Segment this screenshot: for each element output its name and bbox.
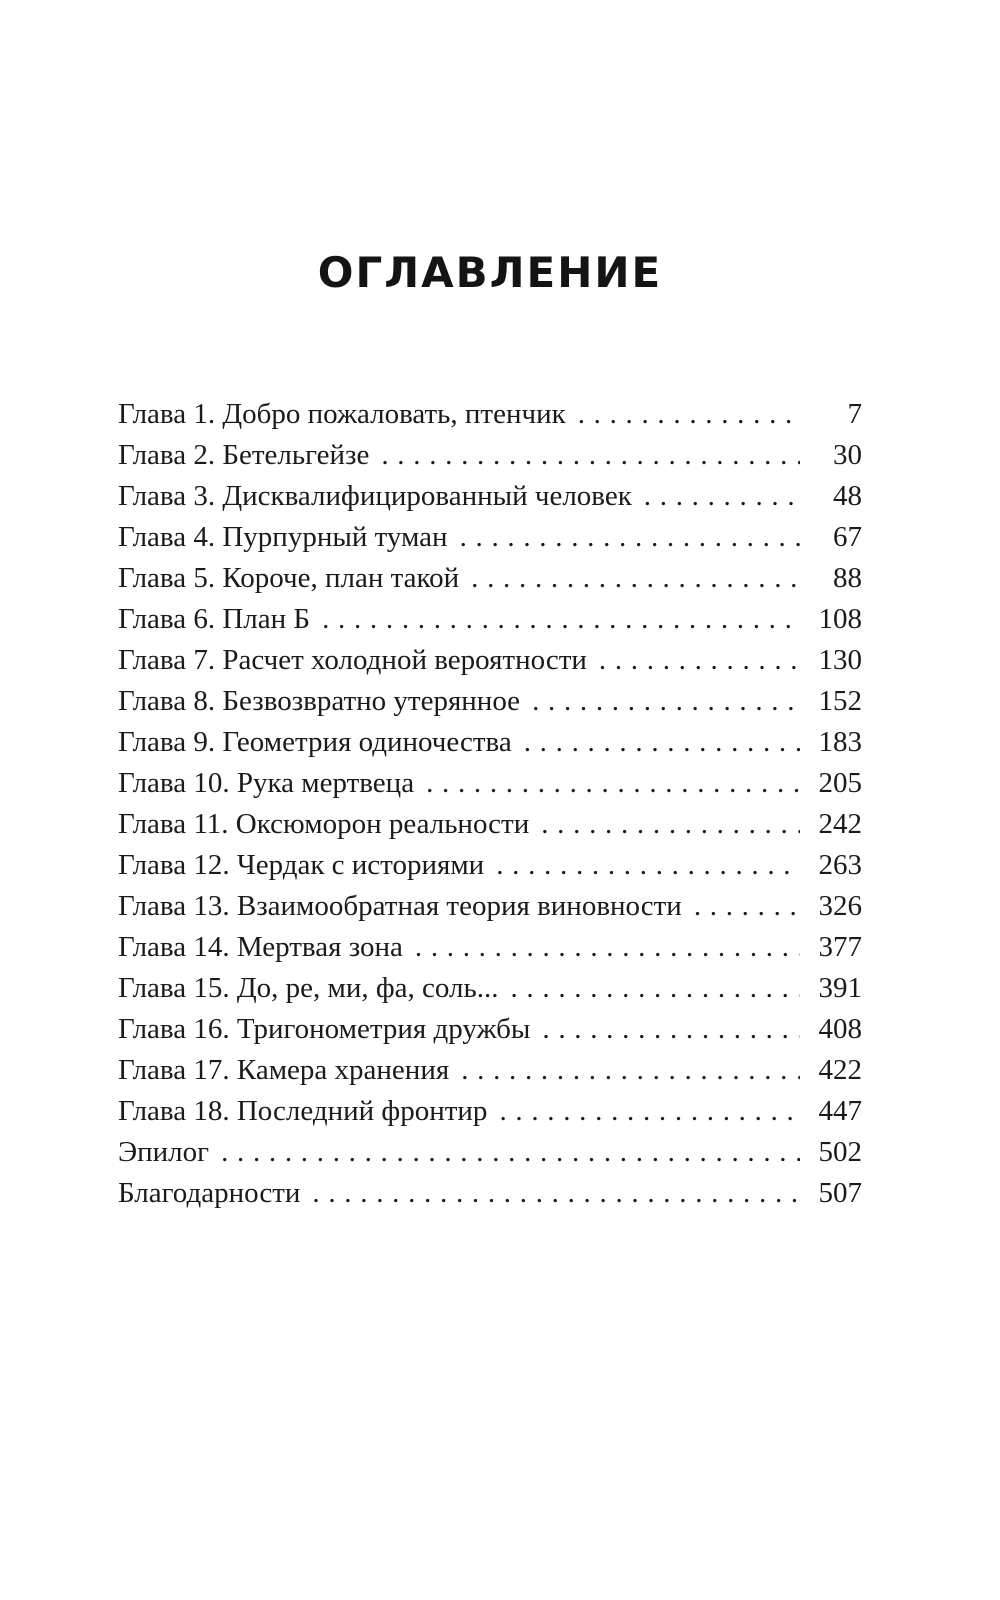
toc-entry [118,804,862,845]
toc-entry-page: 263 [818,849,862,881]
toc-entry-title: Глава 18. Последний фронтир [118,1095,488,1127]
dot-leader [460,517,800,558]
toc-entry [118,599,862,640]
toc-entry-page: 67 [833,521,862,553]
toc-entry-page: 30 [833,439,862,471]
toc-entry-title: Глава 15. До, ре, ми, фа, соль... [118,972,499,1004]
toc-back-matter [118,1173,862,1214]
dot-leader [532,681,800,722]
toc-entry-title: Глава 12. Чердак с историями [118,849,485,881]
toc-entry [118,517,862,558]
dot-leader [426,763,800,804]
dot-leader [510,968,800,1009]
dot-leader [461,1050,800,1091]
toc-entry-page: 377 [818,931,862,963]
toc-entry [118,681,862,722]
toc-entry [118,435,862,476]
toc-entry-title: Глава 17. Камера хранения [118,1054,450,1086]
toc-entry [118,763,862,804]
toc-entry [118,886,862,927]
toc-list [118,394,862,1173]
toc-entry-title: Глава 13. Взаимообратная теория виновности [118,890,682,922]
toc-entry-page: 48 [833,480,862,512]
toc-entry-title: Глава 1. Добро пожаловать, птенчик [118,398,566,430]
toc-entry [118,1050,862,1091]
toc-entry-page: 502 [818,1136,862,1168]
toc-entry [118,1009,862,1050]
dot-leader [471,558,800,599]
toc-entry-title: Глава 9. Геометрия одиночества [118,726,512,758]
toc-entry-page: 108 [818,603,862,635]
toc-entry-page: 88 [833,562,862,594]
toc-entry [118,1132,862,1173]
toc-entry-title: Глава 14. Мертвая зона [118,931,403,963]
dot-leader [499,1091,800,1132]
toc-entry-title: Эпилог [118,1136,210,1168]
dot-leader [578,394,800,435]
toc-entry-title: Глава 5. Короче, план такой [118,562,460,594]
toc-entry-page: 152 [818,685,862,717]
toc-entry-page: 242 [818,808,862,840]
toc-entry-title: Глава 16. Тригонометрия дружбы [118,1013,531,1045]
dot-leader [322,599,800,640]
toc-entry-title: Глава 7. Расчет холодной вероятности [118,644,587,676]
dot-leader [644,476,800,517]
toc-entry-page: 205 [818,767,862,799]
dot-leader [221,1132,800,1173]
toc-entry [118,476,862,517]
toc-entry-page: 422 [818,1054,862,1086]
dot-leader [496,845,800,886]
toc-entry-title: Глава 10. Рука мертвеца [118,767,415,799]
dot-leader [694,886,800,927]
toc-entry-title: Глава 2. Бетельгейзе [118,439,370,471]
toc-entry [118,640,862,681]
toc-entry [118,1091,862,1132]
toc-entry-page: 391 [818,972,862,1004]
dot-leader [541,804,800,845]
toc-entry-title: Глава 11. Оксюморон реальности [118,808,530,840]
dot-leader [524,722,800,763]
dot-leader [599,640,800,681]
toc-entry-page: 447 [818,1095,862,1127]
toc-entry-title: Благодарности [118,1177,301,1209]
dot-leader [415,927,800,968]
toc-entry-title: Глава 4. Пурпурный туман [118,521,448,553]
toc-entry-page: 408 [818,1013,862,1045]
toc-entry-page: 130 [818,644,862,676]
page-title: ОГЛАВЛЕНИЕ [317,248,663,297]
toc-entry-page: 507 [818,1177,862,1209]
dot-leader [542,1009,800,1050]
toc-entry [118,927,862,968]
toc-entry [118,968,862,1009]
toc-entry-title: Глава 3. Дисквалифицированный человек [118,480,632,512]
toc-entry [118,722,862,763]
toc-entry [118,394,862,435]
toc-entry-page: 7 [847,398,862,430]
dot-leader [381,435,800,476]
toc-entry-title: Глава 6. План Б [118,603,311,635]
toc-entry-title: Глава 8. Безвозвратно утерянное [118,685,521,717]
toc-entry [118,558,862,599]
toc-entry [118,1173,862,1214]
dot-leader [312,1173,800,1214]
toc-entry-page: 183 [818,726,862,758]
toc-entry-page: 326 [818,890,862,922]
toc-entry [118,845,862,886]
